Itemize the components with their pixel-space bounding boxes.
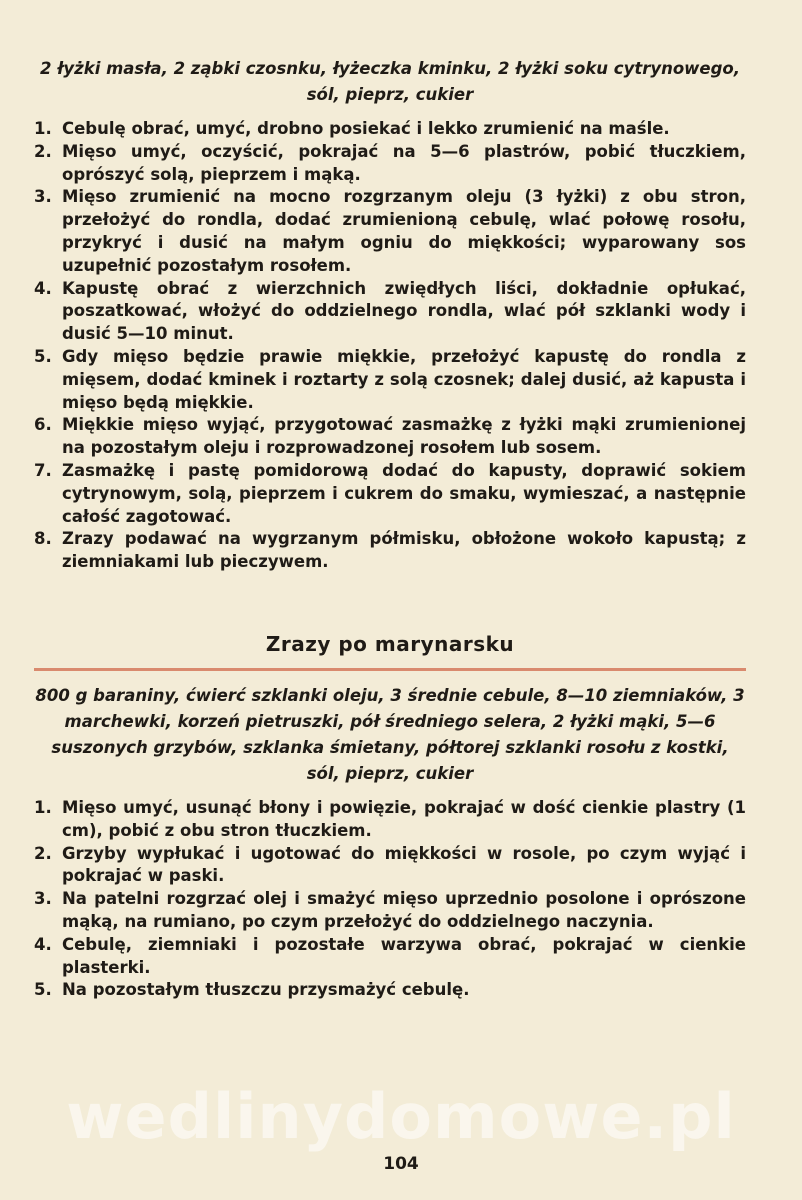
step-text: Mięso zrumienić na mocno rozgrzanym oleju (3 łyżki) z obu stron, przełożyć do rondla, dodać zrumienioną cebulę, wlać połowę rosołu, przykryć i dusić na małym ogniu do miękkości; wyparowany sos uzupełnić pozostałym rosołem. [62,187,746,275]
list-item [34,888,746,934]
step-number: 5. [34,346,52,366]
step-text: Na patelni rozgrzać olej i smażyć mięso uprzednio posolone i oprószone mąką, na rumiano, po czym przełożyć do oddzielnego naczynia. [62,889,746,931]
recipe-title: Zrazy po marynarsku [265,631,515,656]
list-item [34,118,746,141]
steps-list-2 [34,797,746,1002]
step-text: Grzyby wypłukać i ugotować do miękkości w rosole, po czym wyjąć i pokrajać w paski. [62,843,746,886]
step-number: 6. [34,415,52,435]
step-number: 8. [34,529,52,549]
list-item [34,934,746,980]
page-number: 104 [383,1154,419,1174]
ingredients-list-1: 2 łyżki masła, 2 ząbki czosnku, łyżeczka kminku, 2 łyżki soku cytrynowego, sól, pieprz, cukier [39,59,741,104]
step-number: 1. [34,797,52,817]
step-number: 4. [34,934,52,954]
step-text: Mięso umyć, oczyścić, pokrajać na 5—6 plastrów, pobić tłuczkiem, oprószyć solą, pieprzem i mąką. [62,141,746,184]
step-number: 2. [34,141,52,161]
step-text: Cebulę, ziemniaki i pozostałe warzywa obrać, pokrajać w cienkie plasterki. [62,934,746,977]
steps-list-1 [34,118,746,574]
step-text: Miękkie mięso wyjąć, przygotować zasmażkę z łyżki mąki zrumienionej na pozostałym oleju i rozprowadzonej rosołem lub sosem. [62,415,746,458]
step-number: 1. [34,119,52,138]
step-number: 2. [34,843,52,863]
list-item [34,528,746,574]
list-item [34,186,746,277]
title-divider [34,668,746,671]
step-text: Zrazy podawać na wygrzanym półmisku, obłożone wokoło kapustą; z ziemniakami lub pieczywem. [62,529,746,572]
step-text: Mięso umyć, usunąć błony i powięzie, pokrajać w dość cienkie plastry (1 cm), pobić z obu stron tłuczkiem. [62,797,746,840]
list-item [34,278,746,346]
step-text: Gdy mięso będzie prawie miękkie, przełożyć kapustę do rondla z mięsem, dodać kminek i roztarty z solą czosnek; dalej dusić, aż kapusta i mięso będą miękkie. [62,346,746,412]
ingredients-list-2: 800 g baraniny, ćwierć szklanki oleju, 3 średnie cebule, 8—10 ziemniaków, 3 marchewki, korzeń pietruszki, pół średniego selera, 2 łyżki mąki, 5—6 suszonych grzybów, szklanka śmietany, półtorej szklanki rosołu z kostki, sól, pieprz, cukier [35,685,745,783]
list-item [34,414,746,460]
list-item [34,979,746,1002]
step-text: Kapustę obrać z wierzchnich zwiędłych liści, dokładnie opłukać, poszatkować, włożyć do oddzielnego rondla, wlać pół szklanki wody i dusić 5—10 minut. [62,278,746,344]
step-text: Cebulę obrać, umyć, drobno posiekać i lekko zrumienić na maśle. [62,119,670,138]
list-item [34,797,746,843]
step-number: 7. [34,460,52,480]
step-number: 3. [34,889,52,909]
step-text: Na pozostałym tłuszczu przysmażyć cebulę. [62,980,470,1000]
list-item [34,346,746,414]
step-number: 4. [34,278,52,298]
step-number: 5. [34,980,52,1000]
list-item [34,843,746,889]
step-number: 3. [34,187,52,207]
list-item [34,141,746,187]
watermark: wedlinydomowe.pl [66,1080,736,1153]
step-text: Zasmażkę i pastę pomidorową dodać do kapusty, doprawić sokiem cytrynowym, solą, pieprzem i cukrem do smaku, wymieszać, a następnie całość zagotować. [62,460,746,526]
list-item [34,460,746,528]
